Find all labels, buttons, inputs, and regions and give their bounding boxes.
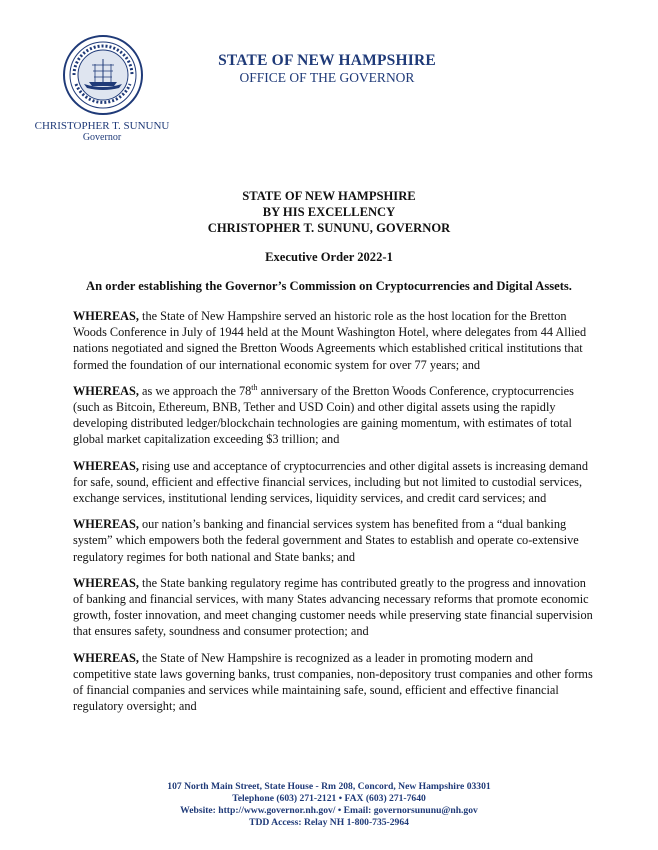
paragraph-text: the State of New Hampshire is recognized as a leader in promoting modern and competitive state laws governing banks, trust companies, non-depository trust companies and other forms of financial companies and services while maintaining safe, sound, efficient and effective financial regulatory oversight; and (73, 650, 593, 714)
whereas-lead: WHEREAS, (73, 575, 139, 590)
whereas-paragraph (73, 516, 593, 565)
ordinal-suffix: th (251, 382, 258, 392)
letterhead-state: STATE OF NEW HAMPSHIRE (218, 52, 436, 69)
whereas-lead: WHEREAS, (73, 458, 139, 473)
state-seal-logo (62, 34, 144, 116)
governor-name: CHRISTOPHER T. SUNUNU (34, 120, 170, 132)
whereas-paragraph (73, 575, 593, 640)
paragraph-text: anniversary of the Bretton Woods Conference, cryptocurrencies (such as Bitcoin, Ethereum, BNB, Tether and USD Coin) and other digital assets using the rapidly developing distributed ledger/blockchain technologies are gaining momentum, with estimates of total global market capitalization exceeding $3 trillion; and (73, 383, 574, 447)
paragraph-text: as we approach the 78 (138, 383, 252, 398)
whereas-paragraph (73, 308, 593, 373)
footer-address: 107 North Main Street, State House - Rm 208, Concord, New Hampshire 03301 (167, 781, 491, 792)
paragraph-text: rising use and acceptance of cryptocurrencies and other digital assets is increasing demand for safe, sound, efficient and effective financial services, including but not limited to custodial services, exchange services, institutional lending services, liquidity services, and credit card services; and (73, 458, 588, 506)
whereas-lead: WHEREAS, (73, 309, 139, 323)
heading-line-3: CHRISTOPHER T. SUNUNU, GOVERNOR (207, 221, 451, 235)
footer-phone: Telephone (603) 271-2121 • FAX (603) 271-7640 (232, 793, 426, 804)
whereas-paragraph (73, 650, 593, 715)
paragraph-text: the State of New Hampshire served an historic role as the host location for the Bretton Woods Conference in July of 1944 held at the Mount Washington Hotel, where delegates from 44 Allied nations negotiated and signed the Bretton Woods Agreements which established critical institutions that formed the foundation of our international economic system for over 77 years; and (73, 309, 587, 372)
order-number: Executive Order 2022-1 (265, 250, 393, 264)
governor-block (24, 120, 180, 143)
letterhead-footer (0, 781, 658, 829)
footer-tdd: TDD Access: Relay NH 1-800-735-2964 (249, 817, 409, 828)
whereas-paragraph (73, 383, 593, 448)
order-title: An order establishing the Governor’s Commission on Cryptocurrencies and Digital Assets. (86, 279, 572, 293)
heading-line-1: STATE OF NEW HAMPSHIRE (242, 189, 416, 203)
heading-line-2: BY HIS EXCELLENCY (262, 205, 396, 219)
footer-web: Website: http://www.governor.nh.gov/ • Email: governorsununu@nh.gov (180, 805, 478, 816)
whereas-lead: WHEREAS, (73, 517, 139, 532)
governor-title: Governor (82, 132, 122, 143)
paragraph-text: our nation’s banking and financial services system has benefited from a “dual banking system” which empowers both the federal government and States to establish and operate co-extensive regulatory regimes for both national and State banks; and (73, 517, 579, 564)
paragraph-text: the State banking regulatory regime has contributed greatly to the progress and innovation of banking and financial services, with many States advancing necessary reforms that promote economic growth, foster innovation, and meet changing customer needs while preserving state financial supervision that ensures safety, soundness and consumer protection; and (73, 575, 593, 639)
whereas-lead: WHEREAS, (73, 650, 139, 665)
whereas-lead: WHEREAS, (73, 383, 139, 398)
whereas-paragraph (73, 458, 593, 507)
document-body (73, 308, 593, 724)
letterhead-title (192, 52, 462, 86)
letterhead-office: OFFICE OF THE GOVERNOR (239, 70, 415, 85)
document-heading (0, 188, 658, 236)
